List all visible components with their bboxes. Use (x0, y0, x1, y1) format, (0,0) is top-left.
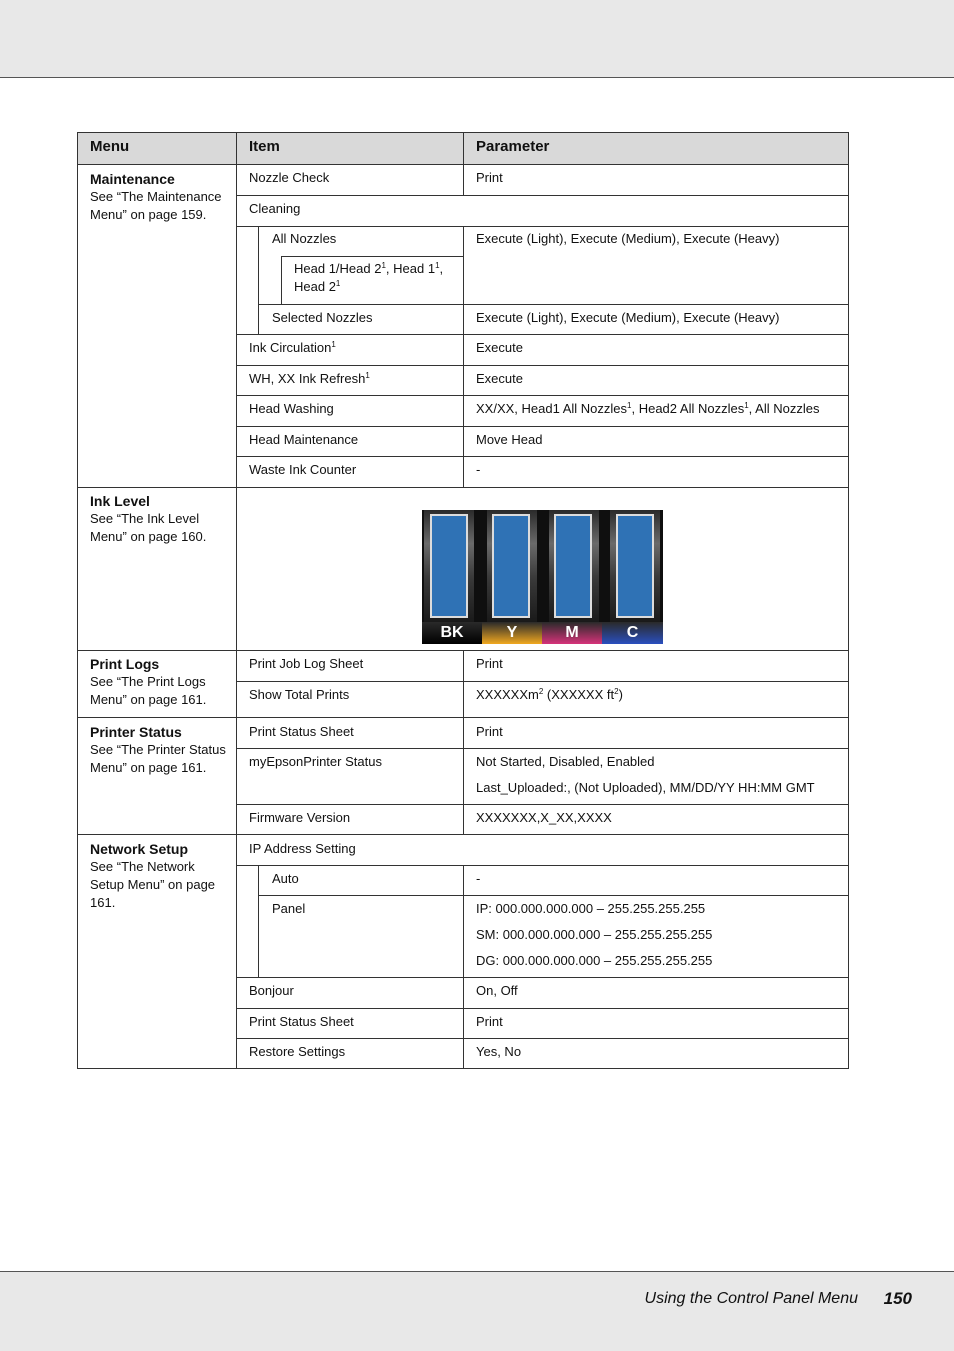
param-auto: - (476, 871, 481, 886)
param-head-washing: XX/XX, Head1 All Nozzles$^1$, Head2 All Nozzles$^1$, All Nozzles (476, 401, 820, 416)
ink-label-y: Y (482, 622, 542, 644)
ink-label-m: M (542, 622, 602, 644)
menu-reference: See “The Maintenance Menu” on page 159. (90, 189, 222, 222)
menu-network-setup (90, 840, 232, 912)
item-wh-ink-refresh: WH, XX Ink Refresh$^1$ (249, 371, 370, 386)
ink-tank-c (616, 514, 654, 618)
item-panel: Panel (272, 901, 306, 916)
param-panel-sm: SM: 000.000.000.000 – 255.255.255.255 (476, 927, 713, 942)
menu-title: Maintenance (90, 171, 175, 187)
header-item: Item (249, 138, 280, 155)
item-ip-address-setting: IP Address Setting (249, 841, 356, 856)
param-ink-circulation: Execute (476, 340, 523, 355)
ink-tank-bk (430, 514, 468, 618)
param-print-status-sheet: Print (476, 724, 503, 739)
param-show-total-prints: XXXXXXm$^2$ (XXXXXX $ft^2$) (476, 687, 623, 702)
menu-title: Ink Level (90, 493, 150, 509)
param-all-nozzles: Execute (Light), Execute (Medium), Execute (Heavy) (476, 231, 780, 246)
param-myepsonprinter-status-2: Last_Uploaded:, (Not Uploaded), MM/DD/YY HH:MM GMT (476, 780, 815, 795)
item-print-job-log: Print Job Log Sheet (249, 656, 364, 671)
menu-ink-level (90, 492, 232, 546)
item-myepsonprinter-status: myEpsonPrinter Status (249, 754, 382, 769)
header-menu: Menu (90, 138, 130, 155)
item-head-maintenance: Head Maintenance (249, 432, 359, 447)
page-footer (0, 1271, 954, 1351)
page-header-band (0, 0, 954, 78)
item-nozzle-check: Nozzle Check (249, 170, 330, 185)
footer-section-title: Using the Control Panel Menu (644, 1290, 858, 1307)
param-print-job-log: Print (476, 656, 503, 671)
param-firmware-version: XXXXXXX,X_XX,XXXX (476, 810, 612, 825)
item-print-status-sheet: Print Status Sheet (249, 724, 354, 739)
item-head-washing: Head Washing (249, 401, 334, 416)
param-head-maintenance: Move Head (476, 432, 543, 447)
param-bonjour: On, Off (476, 983, 518, 998)
item-restore-settings: Restore Settings (249, 1044, 346, 1059)
menu-maintenance (90, 170, 232, 224)
param-wh-ink-refresh: Execute (476, 371, 523, 386)
menu-reference: See “The Network Setup Menu” on page 161. (90, 859, 216, 910)
param-print-status-sheet-network: Print (476, 1014, 503, 1029)
item-print-status-sheet-network: Print Status Sheet (249, 1014, 354, 1029)
param-nozzle-check: Print (476, 170, 503, 185)
item-waste-ink-counter: Waste Ink Counter (249, 462, 357, 477)
menu-title: Print Logs (90, 656, 160, 672)
param-selected-nozzles: Execute (Light), Execute (Medium), Execute (Heavy) (476, 310, 780, 325)
item-firmware-version: Firmware Version (249, 810, 351, 825)
param-panel-ip: IP: 000.000.000.000 – 255.255.255.255 (476, 901, 706, 916)
param-panel-dg: DG: 000.000.000.000 – 255.255.255.255 (476, 953, 713, 968)
menu-reference: See “The Ink Level Menu” on page 160. (90, 511, 207, 544)
item-auto: Auto (272, 871, 299, 886)
menu-printer-status (90, 723, 232, 777)
ink-tank-m (554, 514, 592, 618)
menu-title: Network Setup (90, 841, 189, 857)
ink-label-c: C (602, 622, 663, 644)
header-parameter: Parameter (476, 138, 550, 155)
menu-title: Printer Status (90, 724, 182, 740)
ink-label-bk: BK (422, 622, 482, 644)
item-all-nozzles: All Nozzles (272, 231, 337, 246)
menu-reference: See “The Print Logs Menu” on page 161. (90, 674, 207, 707)
param-waste-ink-counter: - (476, 462, 481, 477)
item-cleaning: Cleaning (249, 201, 301, 216)
item-head-select: Head 1/Head $2^1$, Head $1^1$, (294, 261, 444, 276)
ink-tank-y (492, 514, 530, 618)
item-selected-nozzles: Selected Nozzles (272, 310, 373, 325)
param-myepsonprinter-status-1: Not Started, Disabled, Enabled (476, 754, 655, 769)
footer-page-number: 150 (883, 1289, 912, 1308)
item-head-select-2: Head $2^1$ (294, 279, 341, 294)
menu-print-logs (90, 655, 232, 709)
item-ink-circulation: Ink Circulation$^1$ (249, 340, 336, 355)
param-restore-settings: Yes, No (476, 1044, 522, 1059)
item-bonjour: Bonjour (249, 983, 294, 998)
menu-reference: See “The Printer Status Menu” on page 161. (90, 742, 226, 775)
item-show-total-prints: Show Total Prints (249, 687, 350, 702)
ink-level-graphic (422, 510, 663, 644)
